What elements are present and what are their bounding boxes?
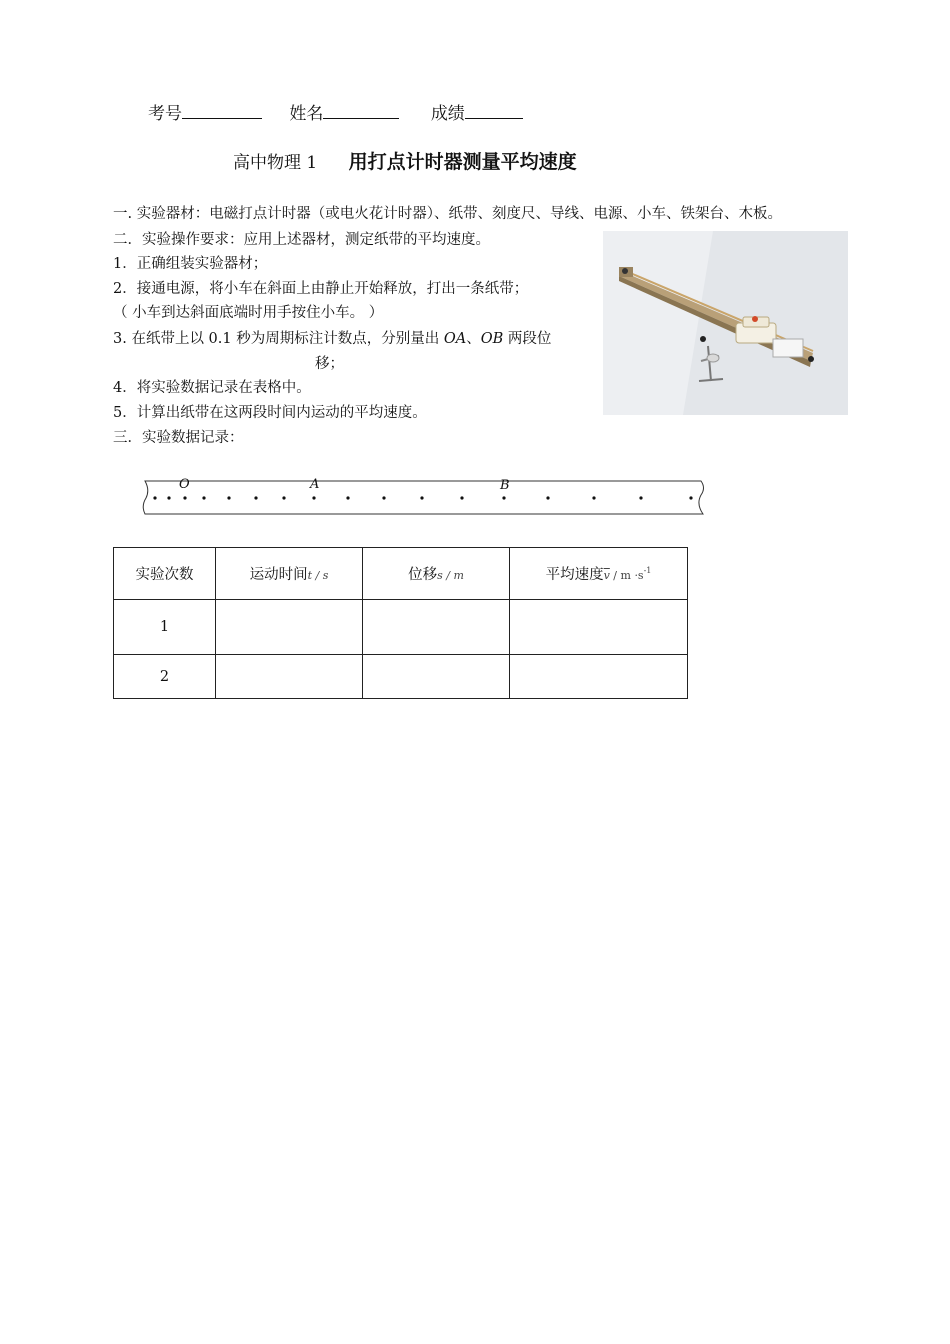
header-displacement-label: 位移 (408, 567, 438, 583)
header-velocity (510, 548, 688, 600)
course-label: 高中物理 1 (233, 153, 318, 173)
header-velocity-exponent: -1 (643, 566, 652, 576)
step-3-sep: 、 (466, 331, 481, 347)
row-2-displacement-cell[interactable] (363, 655, 510, 699)
section-data-record: 三．实验数据记录： (113, 430, 244, 446)
row-2-velocity-cell[interactable] (510, 655, 688, 699)
header-velocity-unit: / m ·s (609, 569, 644, 582)
row-1-trial: 1 (114, 600, 216, 655)
header-velocity-label: 平均速度 (545, 567, 604, 583)
step-1: 1．正确组装实验器材； (113, 256, 268, 272)
header-trial-label: 实验次数 (135, 567, 194, 583)
title-block (233, 147, 577, 174)
point-a-label: A (310, 477, 320, 492)
step-5: 5．计算出纸带在这两段时间内运动的平均速度。 (113, 405, 427, 421)
table-row (114, 655, 688, 699)
step-4: 4．将实验数据记录在表格中。 (113, 380, 311, 396)
score-blank[interactable] (465, 102, 523, 119)
data-table (113, 547, 688, 699)
apparatus-illustration (603, 231, 848, 415)
row-2-time-cell[interactable] (216, 655, 363, 699)
name-label: 姓名 (289, 104, 324, 124)
header-time-label: 运动时间 (249, 567, 308, 583)
segment-oa: OA (443, 331, 467, 347)
step-3-continued: 移； (315, 356, 344, 372)
row-1-velocity-cell[interactable] (510, 600, 688, 655)
point-o-label: O (179, 477, 190, 492)
header-time (216, 548, 363, 600)
table-header-row (114, 548, 688, 600)
step-3-text-end: 两段位 (503, 331, 552, 347)
header-displacement (363, 548, 510, 600)
table-row (114, 600, 688, 655)
exam-number-label: 考号 (148, 104, 182, 124)
point-b-label: B (500, 478, 510, 493)
header-velocity-symbol: $\overline{v}$ (603, 569, 610, 582)
row-1-time-cell[interactable] (216, 600, 363, 655)
score-label: 成绩 (430, 104, 465, 124)
segment-ob: OB (480, 331, 504, 347)
header-trial (114, 548, 216, 600)
header-displacement-unit: s / m (437, 569, 464, 582)
apparatus-photo (603, 231, 848, 415)
row-2-trial: 2 (114, 655, 216, 699)
step-2-note: （ 小车到达斜面底端时用手按住小车。 ） (113, 305, 384, 321)
row-1-displacement-cell[interactable] (363, 600, 510, 655)
step-3-text: 3. 在纸带上以 0.1 秒为周期标注计数点，分别量出 (113, 331, 444, 347)
paper-tape-drawing (141, 478, 711, 518)
student-info-line (148, 99, 523, 124)
header-time-unit: t / s (307, 569, 329, 582)
section-equipment: 一. 实验器材：电磁打点计时器（或电火花计时器）、纸带、刻度尺、导线、电源、小车、铁架台、木板。 (113, 206, 782, 222)
section-requirements: 二．实验操作要求：应用上述器材，测定纸带的平均速度。 (113, 232, 490, 248)
page-title: 用打点计时器测量平均速度 (348, 151, 577, 173)
name-blank[interactable] (323, 102, 399, 119)
step-3 (113, 327, 551, 348)
paper-tape (141, 478, 711, 522)
exam-number-blank[interactable] (182, 102, 262, 119)
step-2: 2．接通电源，将小车在斜面上由静止开始释放，打出一条纸带； (113, 281, 529, 297)
